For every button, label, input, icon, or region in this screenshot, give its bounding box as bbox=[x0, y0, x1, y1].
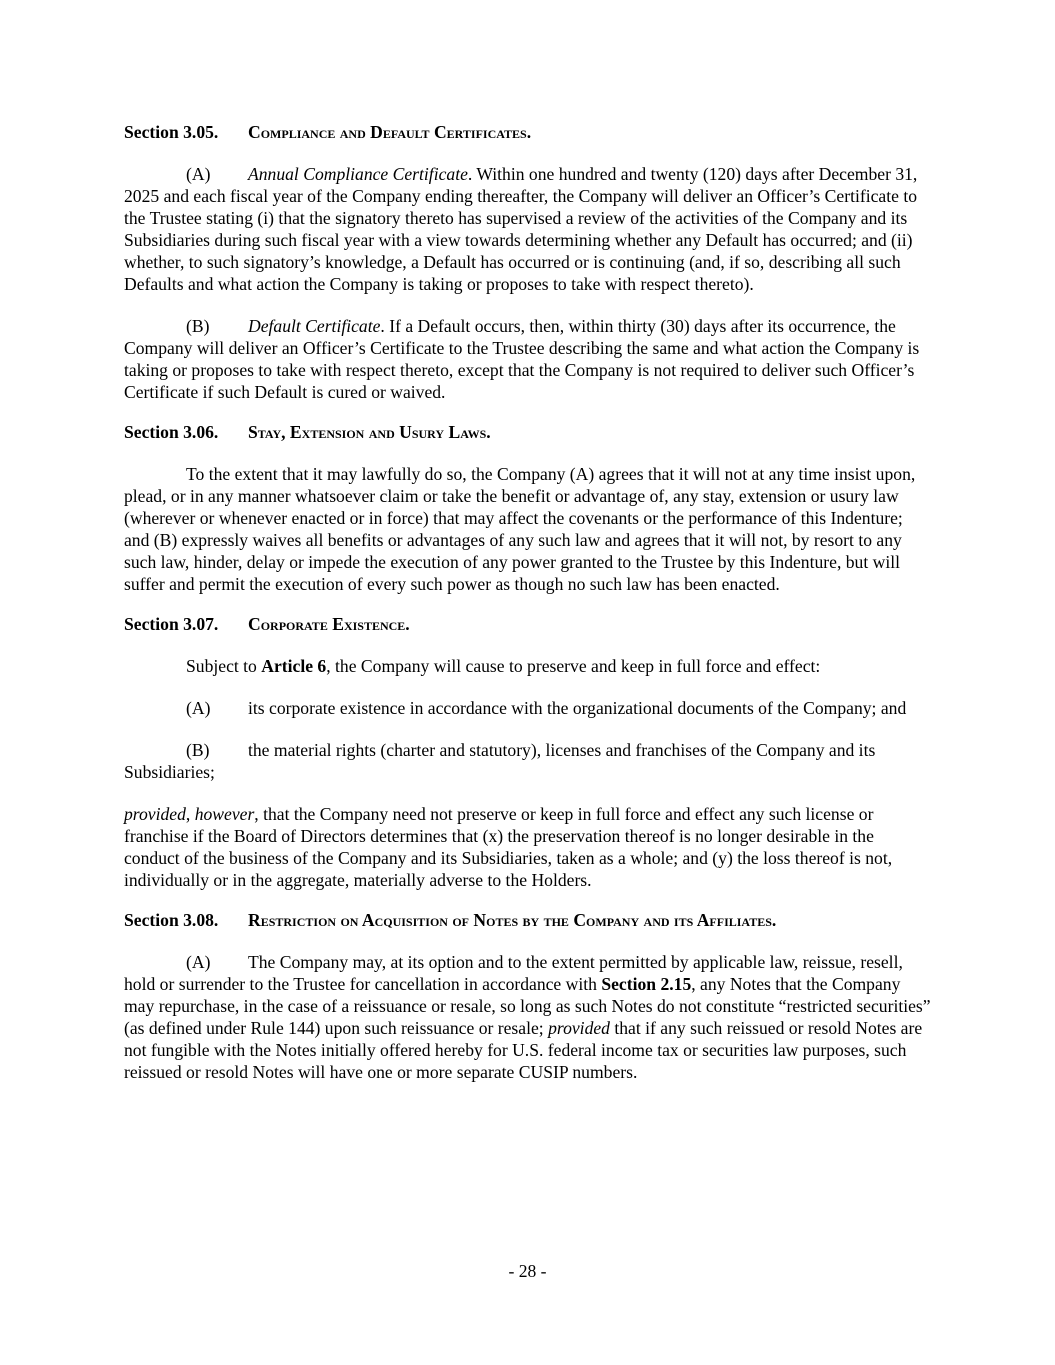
section-3-05-paragraph-b bbox=[124, 315, 932, 403]
clause-text: The Company may, at its option and to the extent permitted by applicable law, reissue, resell, hold or surrender to the Trustee for cancellation in accordance with bbox=[124, 952, 903, 994]
clause-label: (B) bbox=[186, 316, 210, 336]
proviso-separator: , bbox=[185, 804, 195, 824]
document-page bbox=[124, 121, 932, 1083]
section-number: Section 3.07. bbox=[124, 614, 219, 634]
page-number: - 28 - bbox=[508, 1261, 547, 1281]
proviso-text: , that the Company need not preserve or keep in full force and effect any such license or franchise if the Board of Directors determines that (x) the preservation thereof is no longer desirable in the conduct of the business of the Company and its Subsidiaries, taken as a whole; and (y) the loss thereof is not, individually or in the aggregate, materially adverse to the Holders. bbox=[124, 804, 893, 890]
proviso-word: provided bbox=[124, 804, 186, 824]
section-reference: Section 2.15 bbox=[601, 974, 692, 994]
clause-label: (B) bbox=[186, 740, 210, 760]
clause-label: (A) bbox=[186, 164, 211, 184]
section-3-07-clause-a bbox=[124, 697, 932, 719]
clause-label: (A) bbox=[186, 952, 211, 972]
section-number: Section 3.06. bbox=[124, 422, 219, 442]
clause-label: (A) bbox=[186, 698, 211, 718]
section-3-08-paragraph-a bbox=[124, 951, 932, 1083]
section-3-07-proviso bbox=[124, 803, 932, 891]
clause-text: . If a Default occurs, then, within thirty (30) days after its occurrence, the Company will deliver an Officer’s Certificate to the Trustee describing the same and what action the Company is taking or proposes to take with respect thereto, except that the Company is not required to deliver such Officer’s Certificate if such Default is cured or waived. bbox=[124, 316, 920, 402]
intro-text: , the Company will cause to preserve and keep in full force and effect: bbox=[326, 656, 821, 676]
article-reference: Article 6 bbox=[261, 656, 327, 676]
clause-text: that if any such reissued or resold Notes are not fungible with the Notes initially offered hereby for U.S. federal income tax or securities law purposes, such reissued or resold Notes will have one or more separate CUSIP numbers. bbox=[124, 1018, 923, 1082]
section-3-05-heading bbox=[124, 121, 932, 143]
section-number: Section 3.05. bbox=[124, 122, 219, 142]
section-3-07-clause-b bbox=[124, 739, 932, 783]
section-title: Stay, Extension and Usury Laws. bbox=[248, 422, 491, 442]
proviso-word: however bbox=[194, 804, 255, 824]
clause-text: the material rights (charter and statutory), licenses and franchises of the Company and its Subsidiaries; bbox=[124, 740, 876, 782]
section-3-07-heading bbox=[124, 613, 932, 635]
section-3-06-paragraph: To the extent that it may lawfully do so, the Company (A) agrees that it will not at any time insist upon, plead, or in any manner whatsoever claim or take the benefit or advantage of, any stay, extension or usury law (wherever or whenever enacted or in force) that may affect the covenants or the performance of this Indenture; and (B) expressly waives all benefits or advantages of any such law and agrees that it will not, by resort to any such law, hinder, delay or impede the execution of any power granted to the Trustee by this Indenture, but will suffer and permit the execution of every such power as though no such law has been enacted. bbox=[124, 464, 916, 594]
clause-heading: Annual Compliance Certificate bbox=[248, 164, 468, 184]
proviso-word: provided bbox=[548, 1018, 610, 1038]
section-3-05-paragraph-a bbox=[124, 163, 932, 295]
section-title: Compliance and Default Certificates. bbox=[248, 122, 532, 142]
section-number: Section 3.08. bbox=[124, 910, 219, 930]
clause-text: its corporate existence in accordance with the organizational documents of the Company; and bbox=[248, 698, 907, 718]
section-3-07-intro bbox=[124, 655, 932, 677]
section-3-08-heading bbox=[124, 909, 932, 931]
clause-text: . Within one hundred and twenty (120) days after December 31, 2025 and each fiscal year of the Company ending thereafter, the Company will deliver an Officer’s Certificate to the Trustee stating (i) that the signatory thereto has supervised a review of the activities of the Company and its Subsidiaries during such fiscal year with a view towards determining whether any Default has occurred; and (ii) whether, to such signatory’s knowledge, a Default has occurred or is continuing (and, if so, describing all such Defaults and what action the Company is taking or proposes to take with respect thereto). bbox=[124, 164, 918, 294]
section-title: Restriction on Acquisition of Notes by the Company and its Affiliates. bbox=[248, 910, 777, 930]
section-3-06-heading bbox=[124, 421, 932, 443]
intro-text: Subject to bbox=[186, 656, 262, 676]
clause-text: , any Notes that the Company may repurchase, in the case of a reissuance or resale, so long as such Notes do not constitute “restricted securities” (as defined under Rule 144) upon such reissuance or resale; bbox=[124, 974, 931, 1038]
clause-heading: Default Certificate bbox=[248, 316, 381, 336]
section-title: Corporate Existence. bbox=[248, 614, 410, 634]
